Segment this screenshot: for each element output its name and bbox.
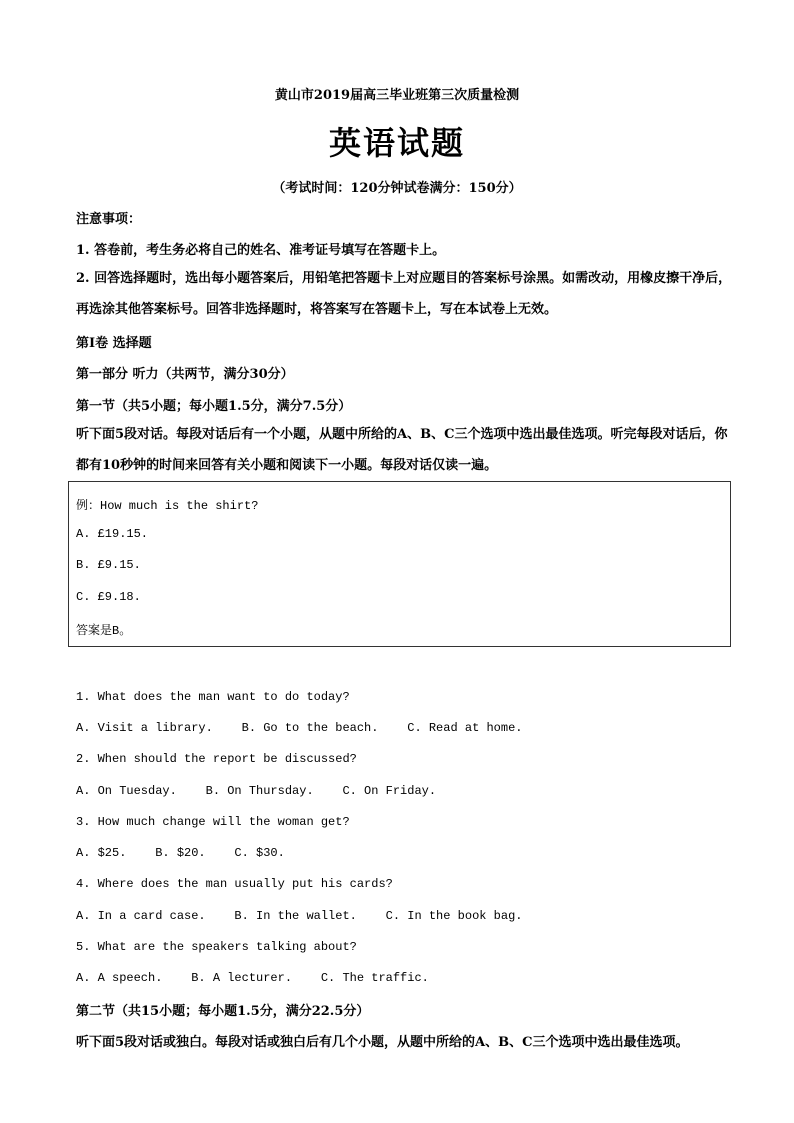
question-2: 2. When should the report be discussed? <box>76 752 357 766</box>
section2-heading: 第二节（共15小题；每小题1.5分，满分22.5分） <box>76 1004 370 1019</box>
notice-heading: 注意事项： <box>76 212 142 227</box>
question-5-options: A. A speech. B. A lecturer. C. The traffic. <box>76 971 429 985</box>
notice-item-2: 2. 回答选择题时，选出每小题答案后，用铅笔把答题卡上对应题目的答案标号涂黑。如需改动，用橡皮擦干净后，再选涂其他答案标号。回答非选择题时，将答案写在答题卡上，写在本试卷上无效。 <box>76 271 732 317</box>
question-1: 1. What does the man want to do today? <box>76 690 350 704</box>
page-title: 英语试题 <box>328 124 465 162</box>
question-4: 4. Where does the man usually put his cards? <box>76 877 393 891</box>
exam-time-info: （考试时间：120分钟试卷满分：150分） <box>272 181 522 196</box>
example-option-c: C. £9.18. <box>76 590 141 604</box>
question-2-options: A. On Tuesday. B. On Thursday. C. On Friday. <box>76 784 437 798</box>
question-5: 5. What are the speakers talking about? <box>76 940 357 954</box>
section2-instructions: 听下面5段对话或独白。每段对话或独白后有几个小题，从题中所给的A、B、C三个选项中选出最佳选项。 <box>76 1035 689 1050</box>
volume-heading: 第Ⅰ卷 选择题 <box>76 336 152 351</box>
section1-heading: 第一节（共5小题；每小题1.5分，满分7.5分） <box>76 399 352 414</box>
example-answer: 答案是B。 <box>76 624 132 638</box>
part1-heading: 第一部分 听力（共两节，满分30分） <box>76 367 294 382</box>
example-option-a: A. £19.15. <box>76 527 149 541</box>
question-1-options: A. Visit a library. B. Go to the beach. C. Read at home. <box>76 721 523 735</box>
notice-item-1: 1. 答卷前，考生务必将自己的姓名、准考证号填写在答题卡上。 <box>76 243 446 258</box>
question-3-options: A. $25. B. $20. C. $30. <box>76 846 285 860</box>
exam-subtitle: 黄山市2019届高三毕业班第三次质量检测 <box>274 88 520 103</box>
question-4-options: A. In a card case. B. In the wallet. C. In the book bag. <box>76 909 523 923</box>
section1-instructions: 听下面5段对话。每段对话后有一个小题，从题中所给的A、B、C三个选项中选出最佳选项。听完每段对话后，你都有10秒钟的时间来回答有关小题和阅读下一小题。每段对话仅读一遍。 <box>76 427 728 473</box>
example-option-b: B. £9.15. <box>76 558 141 572</box>
question-3: 3. How much change will the woman get? <box>76 815 350 829</box>
example-question: 例：How much is the shirt? <box>76 499 259 513</box>
